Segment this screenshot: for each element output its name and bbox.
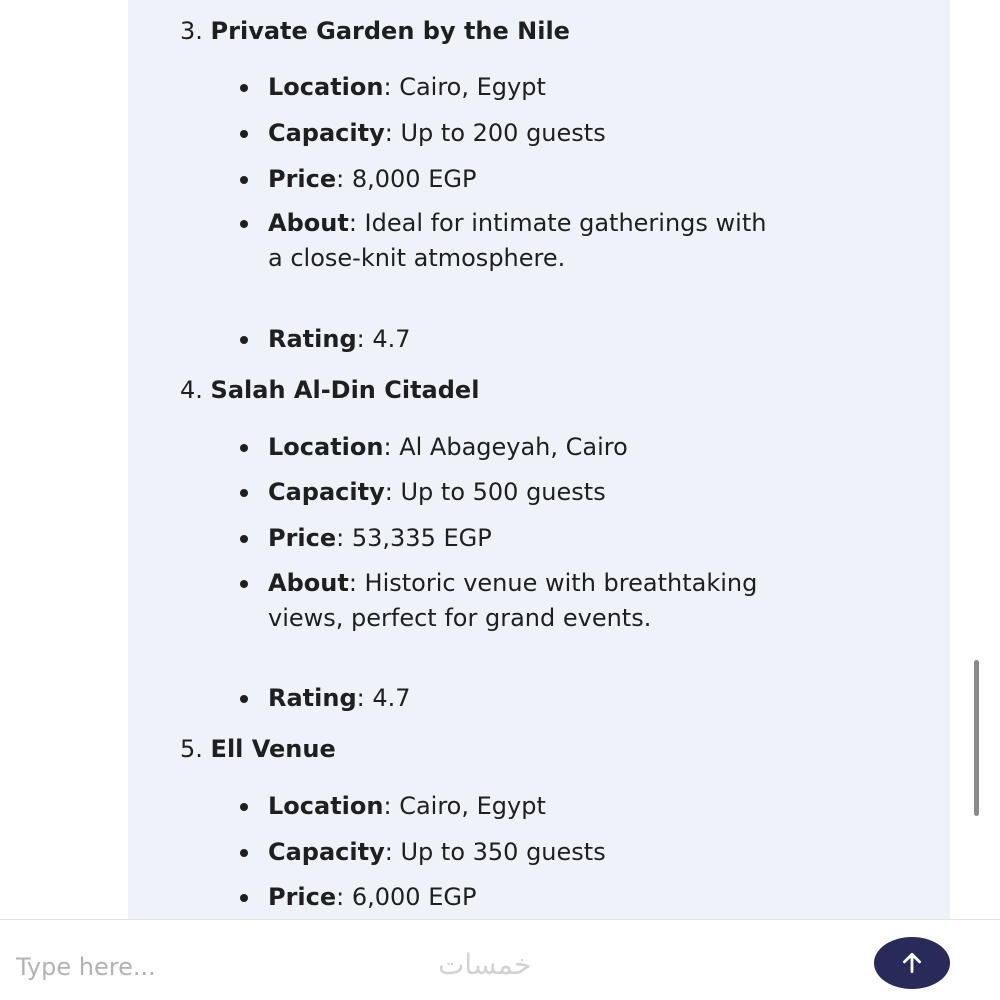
bullet-dot [240, 489, 248, 497]
venue-detail-price: Price: 6,000 EGP [268, 880, 828, 915]
venue-detail-rating: Rating: 4.7 [268, 681, 828, 716]
venue-detail-rating: Rating: 4.7 [268, 322, 828, 357]
venue-number: 4. [180, 376, 203, 404]
arrow-up-icon [899, 950, 925, 976]
bullet-dot [240, 444, 248, 452]
venue-detail-about: About: Historic venue with breathtaking views, perfect for grand events. [268, 566, 808, 636]
send-button[interactable] [874, 937, 950, 989]
message-input[interactable] [14, 944, 418, 990]
venue-detail-location: Location: Cairo, Egypt [268, 789, 828, 824]
venue-detail-capacity: Capacity: Up to 500 guests [268, 475, 828, 510]
bullet-dot [240, 803, 248, 811]
bullet-dot [240, 176, 248, 184]
venue-name: Salah Al-Din Citadel [210, 376, 480, 404]
venue-detail-price: Price: 53,335 EGP [268, 521, 828, 556]
venue-detail-location: Location: Cairo, Egypt [268, 70, 828, 105]
venue-detail-capacity: Capacity: Up to 200 guests [268, 116, 828, 151]
bullet-dot [240, 336, 248, 344]
venue-heading [180, 375, 479, 405]
venue-heading [180, 734, 336, 764]
bullet-dot [240, 130, 248, 138]
venue-number: 3. [180, 17, 203, 45]
bullet-dot [240, 849, 248, 857]
venue-detail-capacity: Capacity: Up to 350 guests [268, 835, 828, 870]
bullet-dot [240, 695, 248, 703]
bullet-dot [240, 535, 248, 543]
scrollbar-thumb[interactable] [974, 660, 979, 816]
bullet-dot [240, 580, 248, 588]
venue-number: 5. [180, 735, 203, 763]
bullet-dot [240, 84, 248, 92]
bullet-dot [240, 894, 248, 902]
venue-name: Ell Venue [210, 735, 336, 763]
venue-detail-location: Location: Al Abageyah, Cairo [268, 430, 828, 465]
message-composer [0, 919, 1000, 1000]
venue-name: Private Garden by the Nile [210, 17, 570, 45]
bullet-dot [240, 220, 248, 228]
watermark-logo: خمسات [438, 948, 532, 981]
venue-detail-about: About: Ideal for intimate gatherings with a close-knit atmosphere. [268, 206, 768, 276]
venue-detail-price: Price: 8,000 EGP [268, 162, 828, 197]
venue-heading [180, 16, 570, 46]
